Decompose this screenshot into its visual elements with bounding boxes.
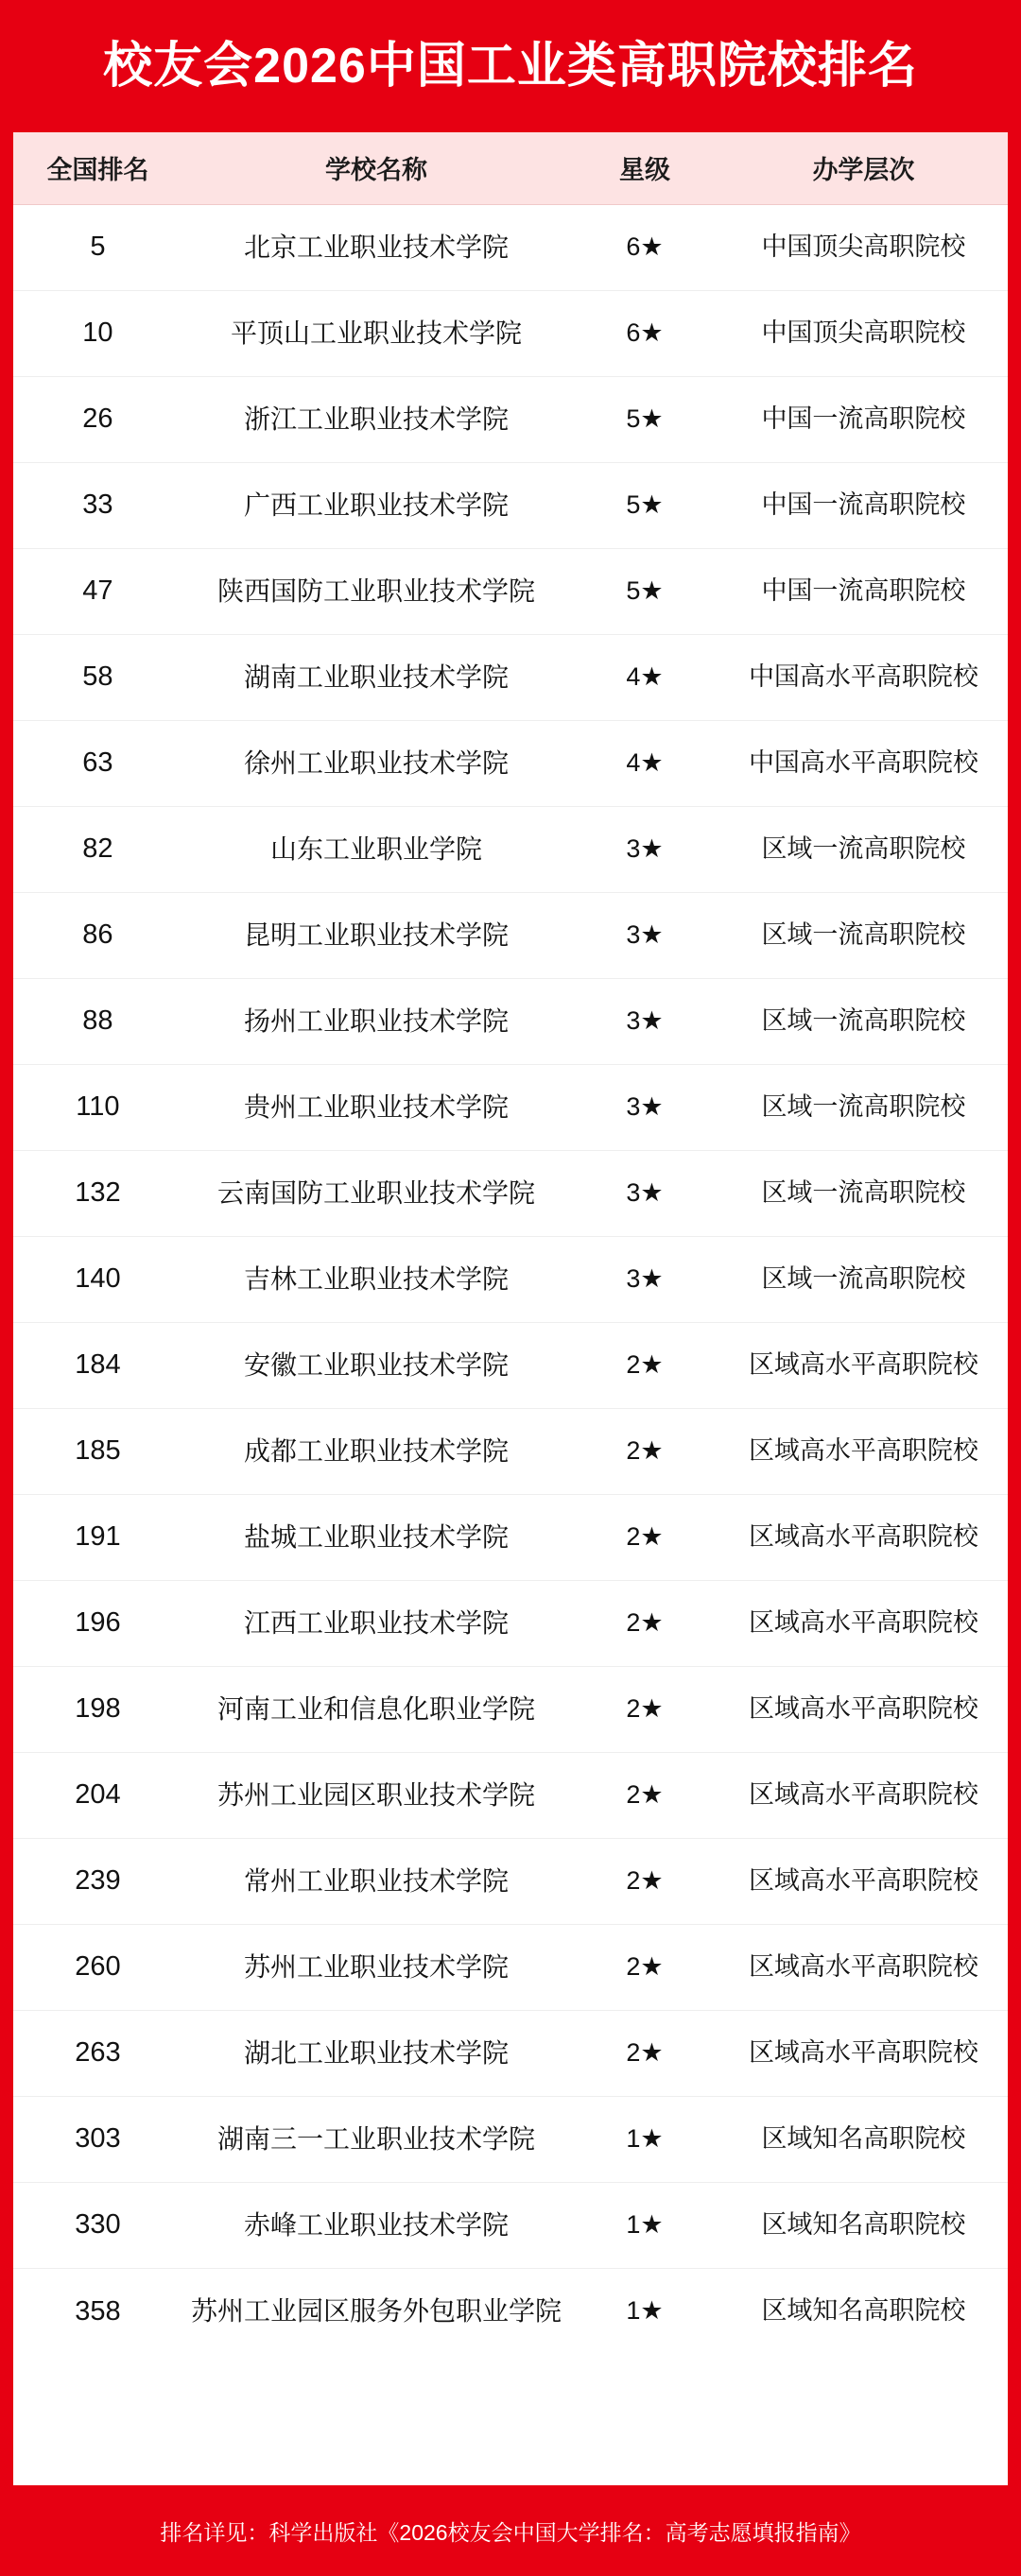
column-header-level: 办学层次 xyxy=(719,132,1008,204)
cell-level: 区域一流高职院校 xyxy=(719,1150,1008,1236)
cell-school-name: 苏州工业园区职业技术学院 xyxy=(182,1752,570,1838)
cell-rank: 330 xyxy=(13,2182,182,2268)
cell-school-name: 广西工业职业技术学院 xyxy=(182,462,570,548)
cell-level: 中国一流高职院校 xyxy=(719,462,1008,548)
cell-rank: 260 xyxy=(13,1924,182,2010)
cell-school-name: 赤峰工业职业技术学院 xyxy=(182,2182,570,2268)
cell-school-name: 安徽工业职业技术学院 xyxy=(182,1322,570,1408)
cell-star: 1★ xyxy=(570,2182,719,2268)
cell-level: 区域知名高职院校 xyxy=(719,2096,1008,2182)
cell-school-name: 苏州工业园区服务外包职业学院 xyxy=(190,2296,562,2327)
cell-level: 区域一流高职院校 xyxy=(719,1236,1008,1322)
cell-school-name: 浙江工业职业技术学院 xyxy=(182,376,570,462)
cell-rank: 58 xyxy=(13,634,182,720)
page-footer xyxy=(0,2485,1021,2576)
cell-school-name: 昆明工业职业技术学院 xyxy=(182,892,570,978)
cell-rank: 198 xyxy=(13,1666,182,1752)
table-row xyxy=(13,2182,1008,2268)
cell-school-name: 苏州工业职业技术学院 xyxy=(182,1924,570,2010)
cell-rank: 204 xyxy=(13,1752,182,1838)
cell-school-name: 山东工业职业学院 xyxy=(182,806,570,892)
cell-school-name: 盐城工业职业技术学院 xyxy=(182,1494,570,1580)
cell-school-name: 常州工业职业技术学院 xyxy=(182,1838,570,1924)
cell-star: 3★ xyxy=(570,1064,719,1150)
cell-star: 3★ xyxy=(570,806,719,892)
cell-rank: 33 xyxy=(13,462,182,548)
cell-rank: 263 xyxy=(13,2010,182,2096)
cell-star: 5★ xyxy=(570,376,719,462)
table-row xyxy=(13,1580,1008,1666)
table-row xyxy=(13,1322,1008,1408)
table-row xyxy=(13,1236,1008,1322)
cell-rank: 196 xyxy=(13,1580,182,1666)
cell-school-name: 徐州工业职业技术学院 xyxy=(182,720,570,806)
table-row xyxy=(13,1408,1008,1494)
cell-rank: 26 xyxy=(13,376,182,462)
ranking-table xyxy=(13,132,1008,2354)
cell-school-name: 贵州工业职业技术学院 xyxy=(182,1064,570,1150)
cell-level: 区域高水平高职院校 xyxy=(719,1752,1008,1838)
table-row xyxy=(13,1064,1008,1150)
table-row xyxy=(13,2268,1008,2354)
cell-school-name: 江西工业职业技术学院 xyxy=(182,1580,570,1666)
table-row xyxy=(13,1924,1008,2010)
cell-star: 2★ xyxy=(570,1580,719,1666)
cell-rank: 10 xyxy=(13,290,182,376)
table-row xyxy=(13,462,1008,548)
column-header-star: 星级 xyxy=(570,132,719,204)
cell-school-name: 吉林工业职业技术学院 xyxy=(182,1236,570,1322)
page-title: 校友会2026中国工业类高职院校排名 xyxy=(103,39,918,94)
table-row xyxy=(13,376,1008,462)
table-row xyxy=(13,1494,1008,1580)
cell-star: 1★ xyxy=(570,2096,719,2182)
cell-level: 区域高水平高职院校 xyxy=(719,2010,1008,2096)
cell-school-name: 陕西国防工业职业技术学院 xyxy=(182,548,570,634)
cell-rank: 63 xyxy=(13,720,182,806)
cell-star: 2★ xyxy=(570,1494,719,1580)
cell-star: 1★ xyxy=(626,2295,664,2325)
cell-school-name: 湖南三一工业职业技术学院 xyxy=(182,2096,570,2182)
cell-level: 区域一流高职院校 xyxy=(719,892,1008,978)
cell-star: 3★ xyxy=(570,1150,719,1236)
cell-star: 3★ xyxy=(570,978,719,1064)
cell-rank: 140 xyxy=(13,1236,182,1322)
cell-star: 2★ xyxy=(570,1666,719,1752)
table-header-row xyxy=(13,132,1008,204)
cell-school-name: 湖南工业职业技术学院 xyxy=(182,634,570,720)
cell-rank: 5 xyxy=(13,204,182,290)
cell-school-name: 湖北工业职业技术学院 xyxy=(182,2010,570,2096)
cell-star: 4★ xyxy=(570,634,719,720)
cell-star: 2★ xyxy=(570,1838,719,1924)
cell-star: 5★ xyxy=(570,548,719,634)
cell-level: 区域高水平高职院校 xyxy=(719,1408,1008,1494)
column-header-rank: 全国排名 xyxy=(13,132,182,204)
table-row xyxy=(13,548,1008,634)
cell-rank: 303 xyxy=(13,2096,182,2182)
cell-rank: 191 xyxy=(13,1494,182,1580)
table-row xyxy=(13,2010,1008,2096)
cell-school-name: 扬州工业职业技术学院 xyxy=(182,978,570,1064)
cell-level: 中国顶尖高职院校 xyxy=(719,290,1008,376)
table-row xyxy=(13,1752,1008,1838)
cell-rank: 88 xyxy=(13,978,182,1064)
table-header xyxy=(13,132,1008,204)
table-row xyxy=(13,1838,1008,1924)
cell-level: 中国高水平高职院校 xyxy=(719,634,1008,720)
page-header xyxy=(0,0,1021,132)
cell-school-name: 成都工业职业技术学院 xyxy=(182,1408,570,1494)
cell-level: 区域知名高职院校 xyxy=(761,2295,966,2325)
cell-star: 6★ xyxy=(570,290,719,376)
cell-rank: 82 xyxy=(13,806,182,892)
cell-level: 中国高水平高职院校 xyxy=(719,720,1008,806)
cell-level: 区域一流高职院校 xyxy=(719,1064,1008,1150)
cell-level: 中国顶尖高职院校 xyxy=(719,204,1008,290)
cell-level: 区域高水平高职院校 xyxy=(719,1580,1008,1666)
cell-star: 4★ xyxy=(570,720,719,806)
cell-star: 2★ xyxy=(570,1752,719,1838)
cell-star: 6★ xyxy=(570,204,719,290)
table-row xyxy=(13,892,1008,978)
cell-level: 中国一流高职院校 xyxy=(719,548,1008,634)
footer-note: 排名详见：科学出版社《2026校友会中国大学排名：高考志愿填报指南》 xyxy=(160,2519,861,2545)
table-row xyxy=(13,290,1008,376)
ranking-table-container xyxy=(13,132,1008,2485)
cell-level: 区域高水平高职院校 xyxy=(719,1924,1008,2010)
cell-rank: 47 xyxy=(13,548,182,634)
table-row xyxy=(13,634,1008,720)
cell-rank: 184 xyxy=(13,1322,182,1408)
cell-rank: 132 xyxy=(13,1150,182,1236)
cell-star: 5★ xyxy=(570,462,719,548)
column-header-school-name: 学校名称 xyxy=(182,132,570,204)
cell-school-name: 云南国防工业职业技术学院 xyxy=(182,1150,570,1236)
table-row xyxy=(13,2096,1008,2182)
cell-rank: 239 xyxy=(13,1838,182,1924)
table-row xyxy=(13,1666,1008,1752)
table-row xyxy=(13,1150,1008,1236)
cell-rank: 185 xyxy=(13,1408,182,1494)
table-body xyxy=(13,204,1008,2354)
cell-school-name: 北京工业职业技术学院 xyxy=(182,204,570,290)
cell-star: 3★ xyxy=(570,892,719,978)
table-row xyxy=(13,978,1008,1064)
cell-star: 3★ xyxy=(570,1236,719,1322)
cell-star: 2★ xyxy=(570,2010,719,2096)
cell-level: 区域知名高职院校 xyxy=(719,2182,1008,2268)
table-row xyxy=(13,204,1008,290)
cell-level: 区域高水平高职院校 xyxy=(719,1666,1008,1752)
cell-rank: 358 xyxy=(75,2295,121,2327)
cell-level: 区域高水平高职院校 xyxy=(719,1494,1008,1580)
cell-star: 2★ xyxy=(570,1924,719,2010)
table-row xyxy=(13,806,1008,892)
cell-rank: 110 xyxy=(13,1064,182,1150)
cell-school-name: 平顶山工业职业技术学院 xyxy=(182,290,570,376)
cell-level: 区域一流高职院校 xyxy=(719,978,1008,1064)
cell-star: 2★ xyxy=(570,1408,719,1494)
cell-level: 区域高水平高职院校 xyxy=(719,1838,1008,1924)
cell-level: 区域高水平高职院校 xyxy=(719,1322,1008,1408)
cell-level: 区域一流高职院校 xyxy=(719,806,1008,892)
cell-level: 中国一流高职院校 xyxy=(719,376,1008,462)
cell-school-name: 河南工业和信息化职业学院 xyxy=(182,1666,570,1752)
cell-rank: 86 xyxy=(13,892,182,978)
table-row xyxy=(13,720,1008,806)
cell-star: 2★ xyxy=(570,1322,719,1408)
